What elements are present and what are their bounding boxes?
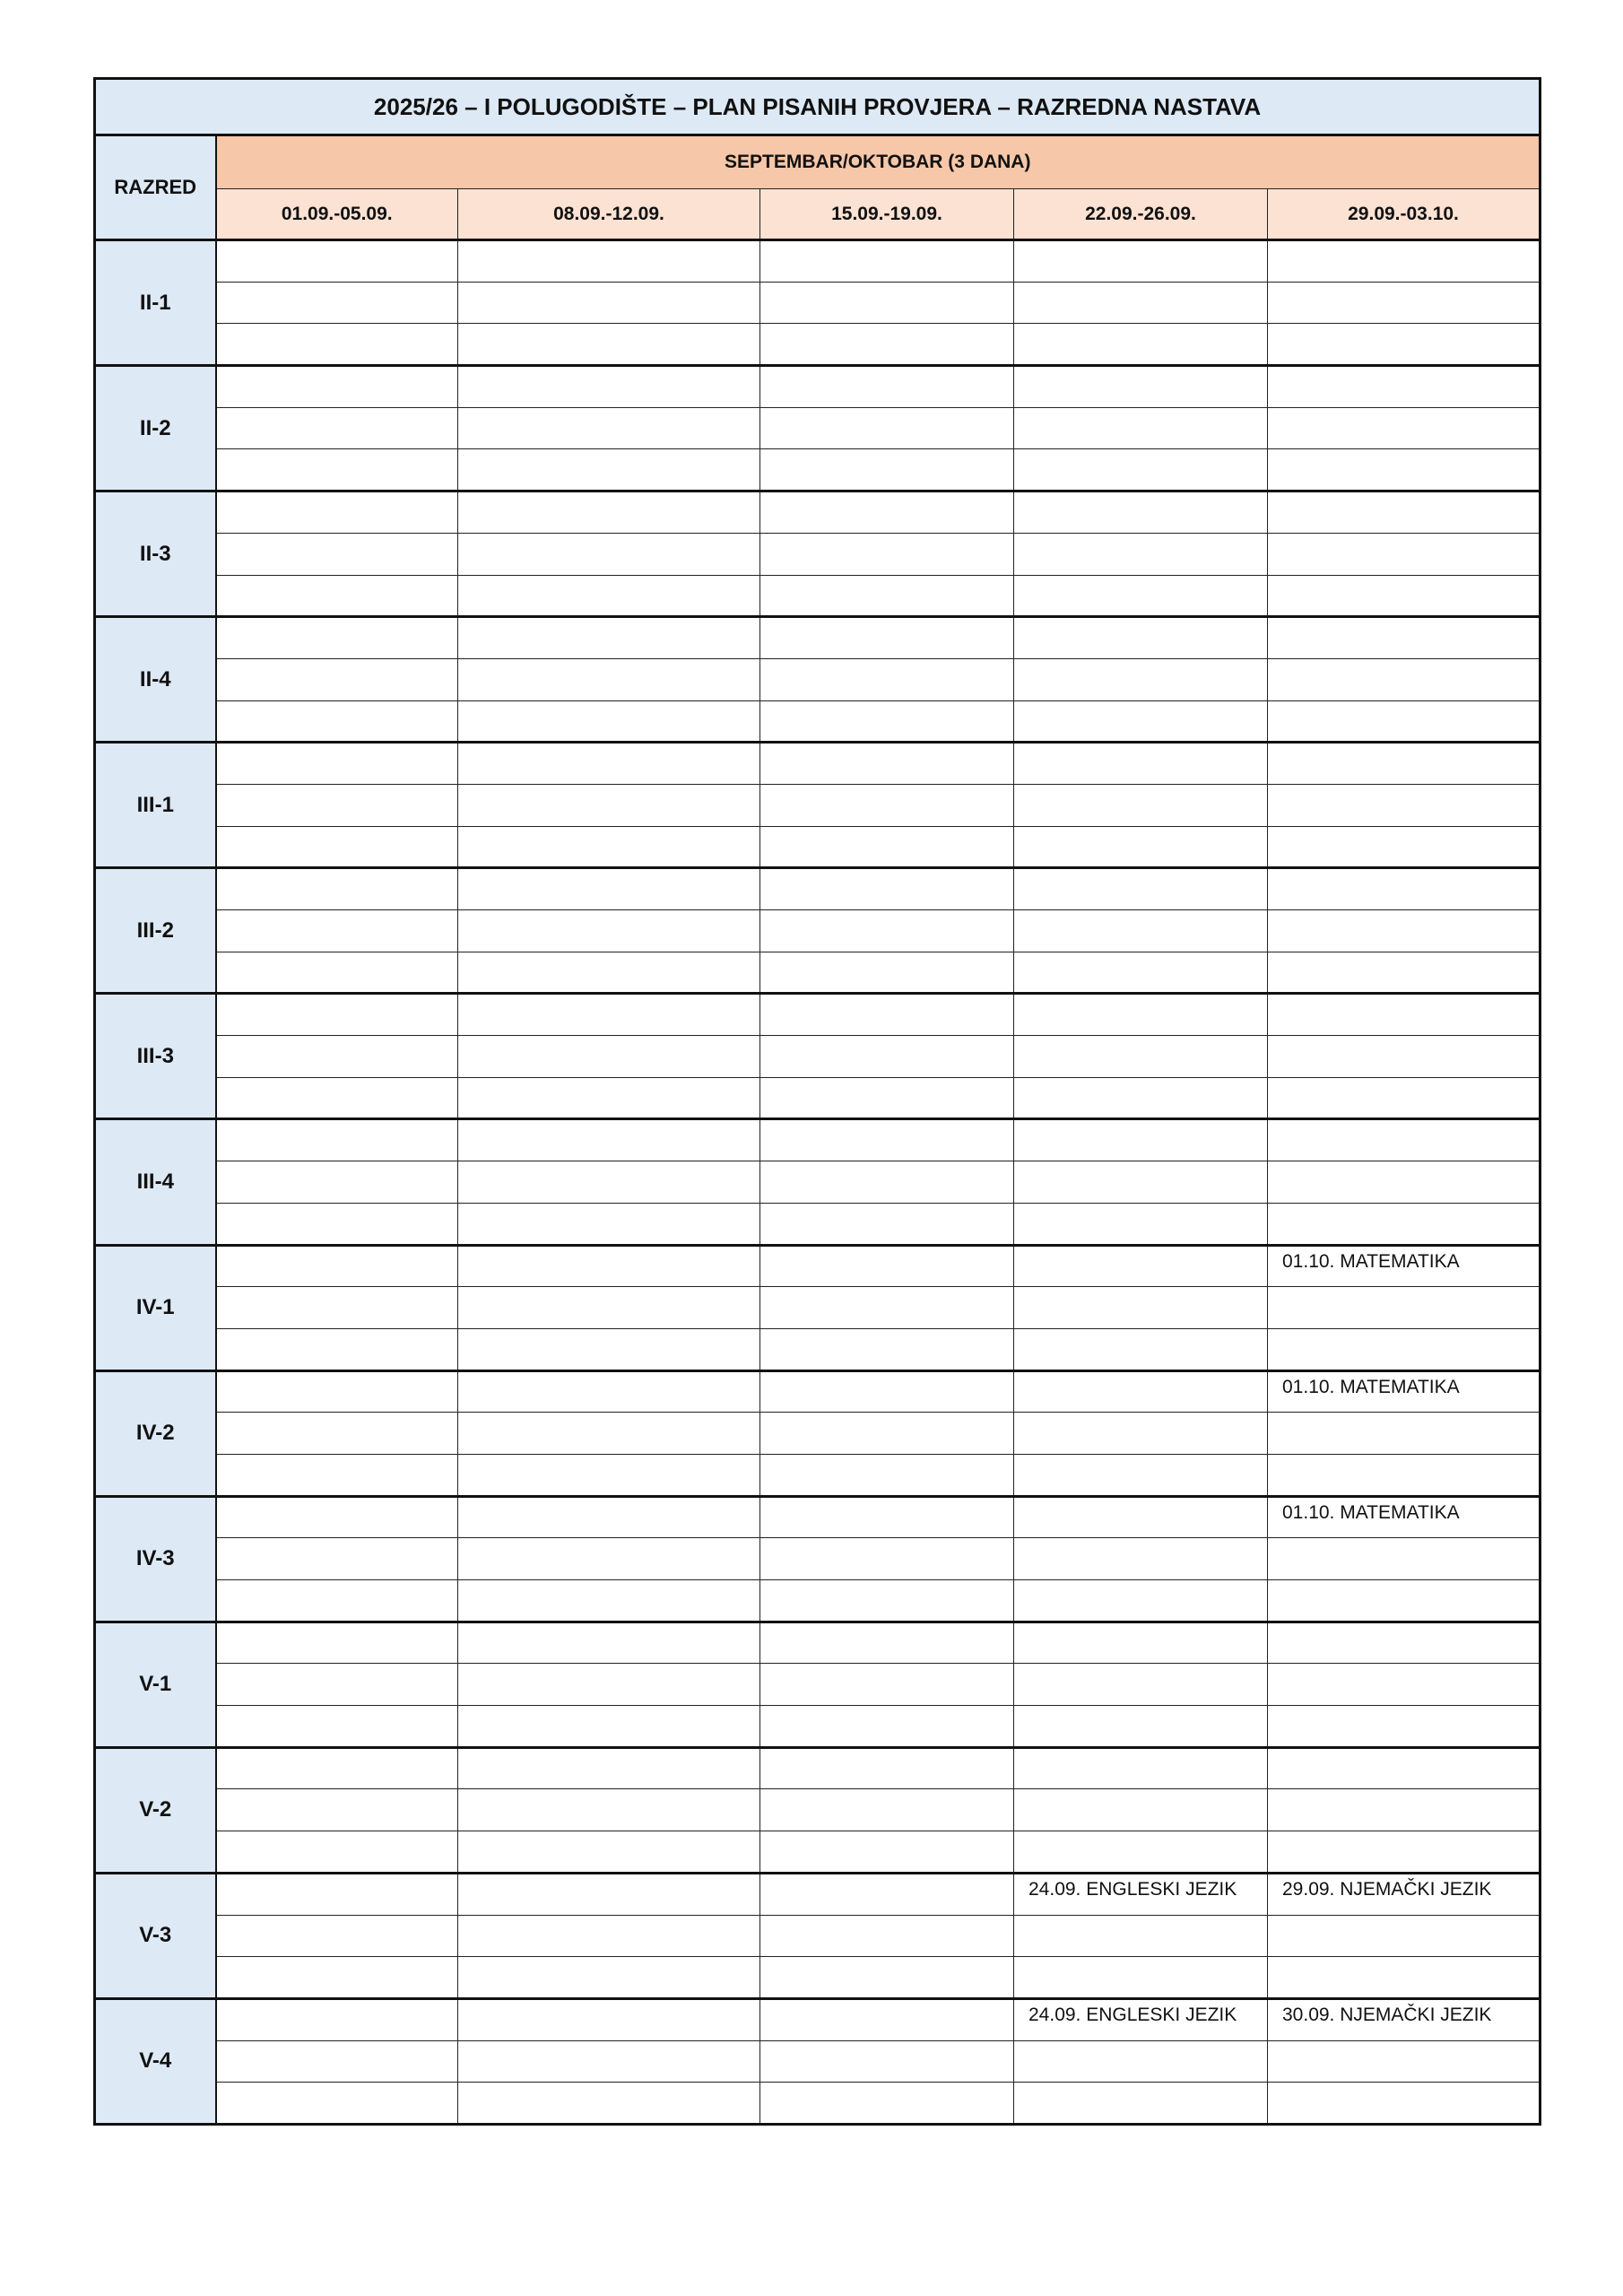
table-row [95, 1496, 1541, 1538]
table-row [95, 1119, 1541, 1161]
test-entry-cell [216, 1287, 458, 1329]
test-entry-cell [760, 658, 1014, 700]
test-entry-cell [458, 1538, 760, 1580]
test-entry-cell [458, 240, 760, 283]
class-label: V-1 [95, 1622, 216, 1747]
test-entry-cell: 24.09. ENGLESKI JEZIK [1014, 1998, 1268, 2040]
test-entry-cell [216, 1664, 458, 1706]
test-entry-cell [1014, 1077, 1268, 1119]
test-entry-cell [1014, 1831, 1268, 1874]
test-entry-cell [1268, 1077, 1541, 1119]
test-entry-cell [216, 575, 458, 617]
test-entry-cell [1268, 1203, 1541, 1245]
test-entry-cell [760, 1831, 1014, 1874]
test-entry-cell [216, 1957, 458, 1999]
test-entry-cell [216, 2083, 458, 2125]
test-entry-cell [458, 1287, 760, 1329]
test-entry-cell [458, 1245, 760, 1287]
table-row [95, 1622, 1541, 1664]
test-entry-cell [216, 1580, 458, 1622]
table-row [95, 1161, 1541, 1204]
test-entry-cell [1014, 2040, 1268, 2083]
test-entry-cell [216, 1328, 458, 1370]
test-entry-cell [216, 533, 458, 575]
class-rows [95, 240, 1541, 2125]
test-entry-cell [216, 1831, 458, 1874]
test-entry-cell [216, 491, 458, 534]
test-entry-cell [760, 952, 1014, 994]
test-entry-cell [760, 617, 1014, 659]
test-entry-cell [1014, 952, 1268, 994]
test-entry-cell [1014, 1036, 1268, 1078]
test-entry-cell [458, 366, 760, 408]
test-entry-cell [1014, 1496, 1268, 1538]
test-entry-cell [216, 1873, 458, 1915]
test-entry-cell [1268, 1915, 1541, 1957]
test-entry-cell [1268, 366, 1541, 408]
week-header-4: 22.09.-26.09. [1014, 189, 1268, 240]
test-entry-cell [1014, 1161, 1268, 1204]
table-row [95, 784, 1541, 826]
class-label: IV-3 [95, 1496, 216, 1622]
class-label: V-3 [95, 1873, 216, 1998]
test-entry-cell [216, 910, 458, 952]
test-entry-cell [1268, 743, 1541, 785]
test-entry-cell [760, 1957, 1014, 1999]
table-row [95, 994, 1541, 1036]
test-entry-cell: 30.09. NJEMAČKI JEZIK [1268, 1998, 1541, 2040]
test-entry-cell [1014, 1747, 1268, 1789]
test-entry-cell: 01.10. MATEMATIKA [1268, 1496, 1541, 1538]
test-entry-cell [1014, 1706, 1268, 1748]
test-entry-cell [760, 1413, 1014, 1455]
test-entry-cell [760, 1161, 1014, 1204]
test-entry-cell [1014, 1915, 1268, 1957]
test-entry-cell [1268, 1036, 1541, 1078]
table-row [95, 743, 1541, 785]
test-entry-cell [760, 1119, 1014, 1161]
test-entry-cell [760, 575, 1014, 617]
test-entry-cell [1268, 826, 1541, 868]
table-row [95, 533, 1541, 575]
test-entry-cell [1268, 1413, 1541, 1455]
test-entry-cell [458, 1664, 760, 1706]
test-entry-cell [1014, 407, 1268, 449]
test-entry-cell [760, 1580, 1014, 1622]
test-entry-cell [458, 1161, 760, 1204]
class-label: II-2 [95, 366, 216, 491]
test-entry-cell [760, 1496, 1014, 1538]
test-entry-cell [458, 1998, 760, 2040]
table-row [95, 491, 1541, 534]
test-entry-cell [1014, 1454, 1268, 1496]
week-header-2: 08.09.-12.09. [458, 189, 760, 240]
test-entry-cell [216, 994, 458, 1036]
test-entry-cell [458, 1328, 760, 1370]
test-entry-cell [458, 1077, 760, 1119]
test-entry-cell [1268, 658, 1541, 700]
test-entry-cell [458, 1873, 760, 1915]
table-row [95, 449, 1541, 491]
test-entry-cell [458, 449, 760, 491]
test-entry-cell [760, 366, 1014, 408]
test-entry-cell [1014, 617, 1268, 659]
test-entry-cell [1014, 1328, 1268, 1370]
test-entry-cell [458, 910, 760, 952]
test-entry-cell [216, 743, 458, 785]
test-entry-cell [216, 784, 458, 826]
test-entry-cell [1268, 1706, 1541, 1748]
period-header: SEPTEMBAR/OKTOBAR (3 DANA) [216, 135, 1541, 189]
test-entry-cell [1268, 1328, 1541, 1370]
test-entry-cell [1268, 407, 1541, 449]
test-entry-cell: 01.10. MATEMATIKA [1268, 1245, 1541, 1287]
week-header-1: 01.09.-05.09. [216, 189, 458, 240]
test-entry-cell [760, 743, 1014, 785]
table-row [95, 1873, 1541, 1915]
test-entry-cell [760, 1538, 1014, 1580]
test-entry-cell [1268, 1622, 1541, 1664]
test-entry-cell [458, 617, 760, 659]
test-entry-cell [1268, 282, 1541, 324]
test-entry-cell [458, 1789, 760, 1831]
test-entry-cell [1268, 952, 1541, 994]
test-entry-cell [458, 743, 760, 785]
test-entry-cell [216, 1454, 458, 1496]
table-row [95, 1915, 1541, 1957]
test-entry-cell [1268, 533, 1541, 575]
test-entry-cell [1014, 1622, 1268, 1664]
test-entry-cell [216, 366, 458, 408]
test-entry-cell [458, 2040, 760, 2083]
table-row [95, 1664, 1541, 1706]
test-entry-cell [216, 1538, 458, 1580]
test-entry-cell [1014, 1789, 1268, 1831]
test-entry-cell [760, 2040, 1014, 2083]
test-entry-cell [1268, 1287, 1541, 1329]
table-row [95, 240, 1541, 283]
table-row [95, 1328, 1541, 1370]
test-entry-cell [1014, 366, 1268, 408]
test-entry-cell [1268, 2083, 1541, 2125]
test-entry-cell [760, 1915, 1014, 1957]
test-entry-cell [1268, 1161, 1541, 1204]
test-entry-cell [216, 1998, 458, 2040]
test-entry-cell [760, 868, 1014, 910]
test-entry-cell [1014, 658, 1268, 700]
test-entry-cell [216, 1706, 458, 1748]
week-header-5: 29.09.-03.10. [1268, 189, 1541, 240]
table-row [95, 2083, 1541, 2125]
test-entry-cell [216, 658, 458, 700]
test-entry-cell [216, 1789, 458, 1831]
test-entry-cell [216, 868, 458, 910]
test-entry-cell [1268, 784, 1541, 826]
test-entry-cell [458, 324, 760, 366]
table-row [95, 366, 1541, 408]
table-row [95, 700, 1541, 743]
class-label: III-1 [95, 743, 216, 868]
test-entry-cell [760, 1998, 1014, 2040]
test-entry-cell [458, 282, 760, 324]
test-entry-cell [1014, 743, 1268, 785]
test-entry-cell [1014, 868, 1268, 910]
class-label: V-2 [95, 1747, 216, 1873]
test-entry-cell [216, 407, 458, 449]
test-entry-cell [1014, 1957, 1268, 1999]
test-entry-cell [1014, 2083, 1268, 2125]
test-entry-cell [458, 700, 760, 743]
test-entry-cell [1268, 1538, 1541, 1580]
test-entry-cell [760, 1622, 1014, 1664]
table-row [95, 1831, 1541, 1874]
test-entry-cell [760, 324, 1014, 366]
test-entry-cell [760, 1789, 1014, 1831]
test-entry-cell [1268, 240, 1541, 283]
test-entry-cell [1014, 282, 1268, 324]
table-row [95, 407, 1541, 449]
test-entry-cell [1014, 1664, 1268, 1706]
test-entry-cell [760, 826, 1014, 868]
test-entry-cell [1268, 1747, 1541, 1789]
test-entry-cell [458, 1957, 760, 1999]
test-entry-cell [216, 1161, 458, 1204]
class-label: II-3 [95, 491, 216, 617]
table-row [95, 1747, 1541, 1789]
test-entry-cell [760, 1328, 1014, 1370]
test-entry-cell [458, 1119, 760, 1161]
test-entry-cell [458, 1036, 760, 1078]
test-entry-cell [216, 449, 458, 491]
page-title: 2025/26 – I POLUGODIŠTE – PLAN PISANIH PROVJERA – RAZREDNA NASTAVA [95, 79, 1541, 135]
week-header-3: 15.09.-19.09. [760, 189, 1014, 240]
test-entry-cell [1014, 324, 1268, 366]
class-label: IV-1 [95, 1245, 216, 1370]
test-entry-cell [458, 533, 760, 575]
test-entry-cell [1268, 2040, 1541, 2083]
test-entry-cell [1014, 491, 1268, 534]
table-row [95, 282, 1541, 324]
test-entry-cell [458, 952, 760, 994]
table-row [95, 1580, 1541, 1622]
test-entry-cell [1268, 1580, 1541, 1622]
test-entry-cell: 29.09. NJEMAČKI JEZIK [1268, 1873, 1541, 1915]
test-entry-cell [458, 1496, 760, 1538]
test-entry-cell [458, 1915, 760, 1957]
test-entry-cell [458, 994, 760, 1036]
class-label: III-4 [95, 1119, 216, 1245]
test-entry-cell [216, 700, 458, 743]
table-row [95, 1036, 1541, 1078]
table-row [95, 1245, 1541, 1287]
class-label: II-1 [95, 240, 216, 366]
test-entry-cell [216, 1915, 458, 1957]
test-entry-cell [1014, 700, 1268, 743]
table-row [95, 1413, 1541, 1455]
test-entry-cell [458, 826, 760, 868]
test-entry-cell [458, 868, 760, 910]
table-row [95, 1077, 1541, 1119]
test-entry-cell [1268, 1119, 1541, 1161]
test-entry-cell [1268, 324, 1541, 366]
test-entry-cell [458, 1413, 760, 1455]
test-entry-cell [760, 491, 1014, 534]
test-entry-cell [216, 826, 458, 868]
test-entry-cell [458, 491, 760, 534]
test-entry-cell [216, 1747, 458, 1789]
test-entry-cell [1014, 1580, 1268, 1622]
table-row [95, 2040, 1541, 2083]
test-entry-cell [458, 1370, 760, 1413]
test-entry-cell [1268, 1789, 1541, 1831]
test-entry-cell [1268, 910, 1541, 952]
table-row [95, 575, 1541, 617]
test-entry-cell [1014, 1203, 1268, 1245]
table-row [95, 910, 1541, 952]
table-row [95, 826, 1541, 868]
test-entry-cell [760, 784, 1014, 826]
table-row [95, 1706, 1541, 1748]
test-entry-cell [458, 658, 760, 700]
test-entry-cell [1014, 1413, 1268, 1455]
test-entry-cell [760, 1036, 1014, 1078]
test-entry-cell [216, 1370, 458, 1413]
class-label: IV-2 [95, 1370, 216, 1496]
test-entry-cell [458, 1580, 760, 1622]
table-row [95, 1538, 1541, 1580]
test-entry-cell: 24.09. ENGLESKI JEZIK [1014, 1873, 1268, 1915]
test-entry-cell [458, 1454, 760, 1496]
test-entry-cell [760, 1203, 1014, 1245]
table-row [95, 952, 1541, 994]
test-entry-cell [458, 1706, 760, 1748]
table-row [95, 1454, 1541, 1496]
test-entry-cell [1268, 1957, 1541, 1999]
test-entry-cell [760, 533, 1014, 575]
test-entry-cell [216, 617, 458, 659]
test-entry-cell [760, 994, 1014, 1036]
test-entry-cell [1268, 1831, 1541, 1874]
test-entry-cell [1014, 1119, 1268, 1161]
test-entry-cell [1014, 575, 1268, 617]
test-entry-cell [216, 952, 458, 994]
test-entry-cell [458, 2083, 760, 2125]
test-entry-cell [216, 1496, 458, 1538]
test-entry-cell [760, 1287, 1014, 1329]
test-entry-cell [1014, 240, 1268, 283]
test-entry-cell [1268, 449, 1541, 491]
test-entry-cell [1014, 1538, 1268, 1580]
test-entry-cell [1268, 868, 1541, 910]
test-entry-cell [1268, 617, 1541, 659]
test-entry-cell [458, 784, 760, 826]
test-entry-cell [760, 449, 1014, 491]
class-label: III-2 [95, 868, 216, 994]
test-entry-cell [1014, 1245, 1268, 1287]
test-entry-cell [760, 240, 1014, 283]
test-entry-cell [458, 1203, 760, 1245]
test-entry-cell [216, 1203, 458, 1245]
test-entry-cell [216, 240, 458, 283]
test-entry-cell [760, 1245, 1014, 1287]
test-entry-cell [760, 2083, 1014, 2125]
test-entry-cell [458, 1831, 760, 1874]
test-entry-cell [1268, 491, 1541, 534]
class-label: V-4 [95, 1998, 216, 2124]
table-row [95, 324, 1541, 366]
test-entry-cell [760, 910, 1014, 952]
test-entry-cell [760, 282, 1014, 324]
test-entry-cell [216, 2040, 458, 2083]
test-entry-cell [216, 1622, 458, 1664]
test-entry-cell [458, 1622, 760, 1664]
test-plan-table [93, 77, 1541, 2126]
test-entry-cell [1268, 994, 1541, 1036]
test-entry-cell [458, 575, 760, 617]
table-row [95, 1287, 1541, 1329]
test-entry-cell [1014, 1370, 1268, 1413]
test-entry-cell [1014, 994, 1268, 1036]
test-entry-cell [760, 1077, 1014, 1119]
test-entry-cell [760, 1747, 1014, 1789]
test-entry-cell [458, 407, 760, 449]
test-entry-cell [1014, 910, 1268, 952]
test-entry-cell [760, 1873, 1014, 1915]
table-row [95, 1998, 1541, 2040]
test-entry-cell [1268, 1454, 1541, 1496]
table-row [95, 617, 1541, 659]
test-entry-cell [216, 282, 458, 324]
razred-header: RAZRED [95, 135, 216, 240]
table-row [95, 1370, 1541, 1413]
test-entry-cell [1268, 575, 1541, 617]
test-entry-cell [458, 1747, 760, 1789]
test-entry-cell [216, 1036, 458, 1078]
test-entry-cell [1268, 700, 1541, 743]
test-entry-cell [760, 407, 1014, 449]
test-entry-cell [216, 1245, 458, 1287]
table-row [95, 658, 1541, 700]
test-entry-cell [1014, 826, 1268, 868]
test-entry-cell [760, 1706, 1014, 1748]
class-label: II-4 [95, 617, 216, 743]
table-row [95, 868, 1541, 910]
class-label: III-3 [95, 994, 216, 1119]
test-entry-cell [760, 700, 1014, 743]
test-entry-cell [760, 1370, 1014, 1413]
test-entry-cell [1014, 449, 1268, 491]
test-entry-cell [1014, 784, 1268, 826]
test-entry-cell [216, 1119, 458, 1161]
test-entry-cell [760, 1664, 1014, 1706]
test-entry-cell [1014, 1287, 1268, 1329]
test-entry-cell [1268, 1664, 1541, 1706]
test-entry-cell [216, 1413, 458, 1455]
test-entry-cell [216, 1077, 458, 1119]
table-row [95, 1957, 1541, 1999]
table-row [95, 1203, 1541, 1245]
table-row [95, 1789, 1541, 1831]
test-entry-cell: 01.10. MATEMATIKA [1268, 1370, 1541, 1413]
test-entry-cell [760, 1454, 1014, 1496]
test-entry-cell [1014, 533, 1268, 575]
test-entry-cell [216, 324, 458, 366]
